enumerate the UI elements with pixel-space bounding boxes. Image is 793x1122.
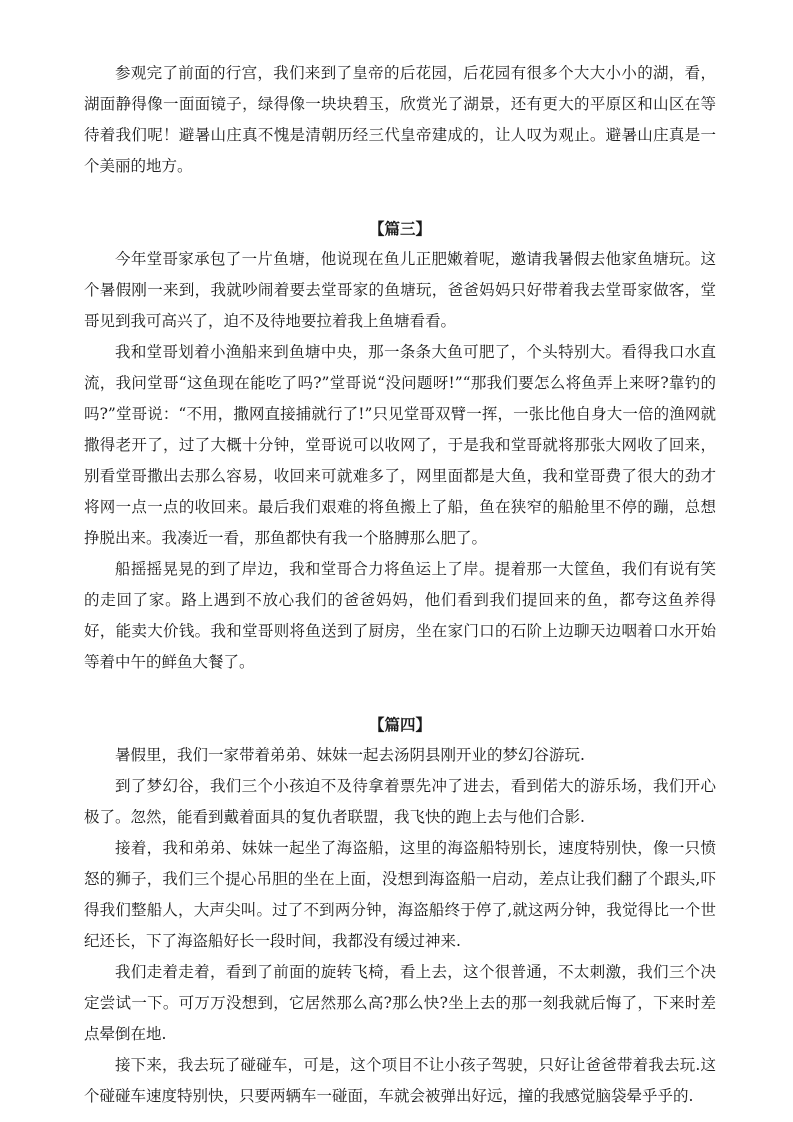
section-4-paragraph-3: 接着，我和弟弟、妹妹一起坐了海盗船，这里的海盗船特别长，速度特别快，像一只愤怒的狮子，我们三个提心吊胆的坐在上面，没想到海盗船一启动，差点让我们翻了个跟头,吓得我们整船人，大声尖叫。过了不到两分钟，海盗船终于停了,就这两分钟，我觉得比一个世纪还长，下了海盗船好长一段时间，我都没有缓过神来. (84, 839, 716, 950)
section-3-paragraph-3: 船摇摇晃晃的到了岸边，我和堂哥合力将鱼运上了岸。提着那一大筐鱼，我们有说有笑的走回了家。路上遇到不放心我们的爸爸妈妈，他们看到我们提回来的鱼，都夸这鱼养得好，能卖大价钱。我和堂哥则将鱼送到了厨房，坐在家门口的石阶上边聊天边咽着口水开始等着中午的鲜鱼大餐了。 (84, 560, 716, 671)
section-4-paragraph-2: 到了梦幻谷，我们三个小孩迫不及待拿着票先冲了进去，看到偌大的游乐场，我们开心极了。忽然，能看到戴着面具的复仇者联盟，我飞快的跑上去与他们合影. (84, 777, 716, 826)
section-4-paragraph-4: 我们走着走着，看到了前面的旋转飞椅，看上去，这个很普通，不太刺激，我们三个决定尝试一下。可万万没想到，它居然那么高?那么快?坐上去的那一刻我就后悔了，下来时差点晕倒在地. (84, 963, 716, 1043)
section-3-heading: 【篇三】 (368, 219, 431, 238)
section-4-paragraph-1: 暑假里，我们一家带着弟弟、妹妹一起去汤阴县刚开业的梦幻谷游玩. (115, 746, 585, 764)
section-3-paragraph-1: 今年堂哥家承包了一片鱼塘，他说现在鱼儿正肥嫩着呢，邀请我暑假去他家鱼塘玩。这个暑假刚一来到，我就吵闹着要去堂哥家的鱼塘玩，爸爸妈妈只好带着我去堂哥家做客，堂哥见到我可高兴了，迫不及待地要拉着我上鱼塘看看。 (84, 250, 716, 330)
section-spacer (84, 678, 716, 709)
section-3-paragraph-2: 我和堂哥划着小渔船来到鱼塘中央，那一条条大鱼可肥了，个头特别大。看得我口水直流，我问堂哥“这鱼现在能吃了吗?”堂哥说“没问题呀!”“那我们要怎么将鱼弄上来呀?靠钓的吗?”堂哥说：“不用，撒网直接捕就行了!”只见堂哥双臂一挥，一张比他自身大一倍的渔网就撒得老开了，过了大概十分钟，堂哥说可以收网了，于是我和堂哥就将那张大网收了回来，别看堂哥撒出去那么容易，收回来可就难多了，网里面都是大鱼，我和堂哥费了很大的劲才将网一点一点的收回来。最后我们艰难的将鱼搬上了船，鱼在狭窄的船舱里不停的蹦，总想挣脱出来。我凑近一看，那鱼都快有我一个胳膊那么肥了。 (84, 343, 716, 547)
document-page (84, 58, 716, 1112)
section-4-heading: 【篇四】 (368, 715, 431, 734)
intro-paragraph: 参观完了前面的行宫，我们来到了皇帝的后花园，后花园有很多个大大小小的湖，看，湖面静得像一面面镜子，绿得像一块块碧玉，欣赏光了湖景，还有更大的平原区和山区在等待着我们呢！避暑山庄真不愧是清朝历经三代皇帝建成的，让人叹为观止。避暑山庄真是一个美丽的地方。 (84, 64, 716, 175)
section-spacer (84, 182, 716, 213)
section-4-paragraph-5: 接下来，我去玩了碰碰车，可是，这个项目不让小孩子驾驶，只好让爸爸带着我去玩.这个碰碰车速度特别快，只要两辆车一碰面，车就会被弹出好远，撞的我感觉脑袋晕乎乎的. (84, 1056, 716, 1105)
